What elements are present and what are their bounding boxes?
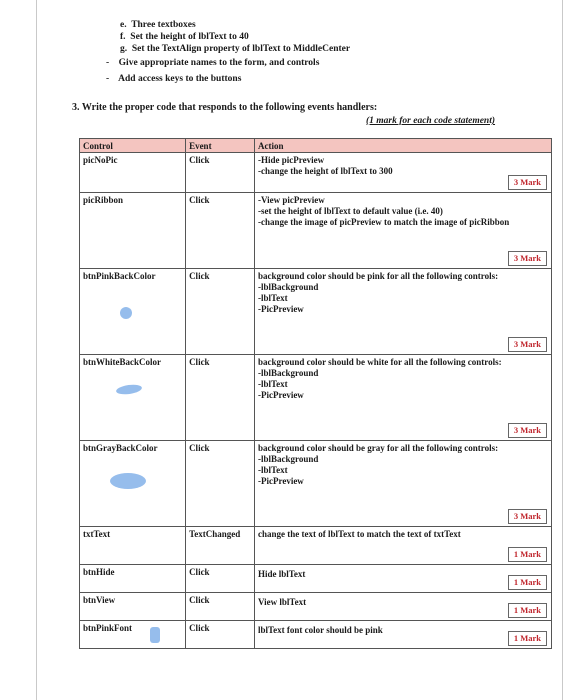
control-cell: btnHide [80,565,186,593]
blue-ink-blob [110,473,146,489]
list-text: Three textboxes [131,20,196,30]
mark-badge: 1 Mark [508,603,547,618]
control-cell [80,621,186,649]
control-cell [80,269,186,355]
table-header-row [80,139,552,153]
action-line: change the text of lblText to match the text of txtText [258,529,461,539]
action-line: -View picPreview [258,195,325,205]
list-marker: e. [120,20,127,30]
mark-badge: 1 Mark [508,631,547,646]
control-name: btnGrayBackColor [83,443,158,453]
blue-ink-blob [120,307,132,319]
event-cell: Click [186,593,255,621]
mark-badge: 3 Mark [508,175,547,190]
event-cell: Click [186,441,255,527]
control-cell: txtText [80,527,186,565]
action-line: background color should be pink for all the following controls: [258,271,499,281]
action-cell [255,269,552,355]
control-cell: picNoPic [80,153,186,193]
list-item-e [120,20,196,30]
mark-badge: 3 Mark [508,509,547,524]
action-line: -PicPreview [258,476,304,486]
page-right-edge [562,0,563,700]
list-text: Set the height of lblText to 40 [130,32,249,42]
mark-badge: 3 Mark [508,337,547,352]
action-line: -PicPreview [258,390,304,400]
list-marker: g. [120,44,128,54]
list-item-f [120,32,249,42]
table-row [80,527,552,565]
action-cell [255,527,552,565]
action-line: -lblText [258,293,288,303]
action-line: -PicPreview [258,304,304,314]
action-cell [255,355,552,441]
event-cell: Click [186,621,255,649]
action-line: View lblText [258,597,307,607]
mark-badge: 3 Mark [508,423,547,438]
list-item-access-keys [106,74,241,84]
table-row [80,565,552,593]
table-row [80,153,552,193]
action-line: lblText font color should be pink [258,625,383,635]
events-table [79,138,552,649]
control-cell: picRibbon [80,193,186,269]
event-cell: Click [186,355,255,441]
list-marker: f. [120,32,126,42]
event-cell: TextChanged [186,527,255,565]
action-line: -Hide picPreview [258,155,325,165]
action-cell [255,621,552,649]
control-name: btnPinkFont [83,623,133,633]
mark-badge: 3 Mark [508,251,547,266]
action-line: -lblBackground [258,454,319,464]
action-line: -change the image of picPreview to match the image of picRibbon [258,217,510,227]
list-item-g [120,44,350,54]
action-line: -lblText [258,465,288,475]
action-line: -lblBackground [258,368,319,378]
mark-badge: 1 Mark [508,575,547,590]
event-cell: Click [186,269,255,355]
header-control: Control [80,139,186,153]
control-name: btnPinkBackColor [83,271,156,281]
list-item-names [106,58,319,68]
action-cell [255,153,552,193]
action-cell [255,193,552,269]
header-action: Action [255,139,552,153]
blue-ink-blob [116,383,143,396]
action-line: Hide lblText [258,569,306,579]
action-cell [255,593,552,621]
event-cell: Click [186,193,255,269]
control-cell: btnView [80,593,186,621]
header-event: Event [186,139,255,153]
action-line: -change the height of lblText to 300 [258,166,393,176]
list-text: Set the TextAlign property of lblText to MiddleCenter [131,44,351,54]
list-text: Give appropriate names to the form, and controls [118,58,320,68]
list-marker: - [106,58,110,68]
action-cell [255,441,552,527]
table-row [80,355,552,441]
mark-note: (1 mark for each code statement) [366,116,496,126]
control-name: btnWhiteBackColor [83,357,162,367]
list-marker: - [106,74,110,84]
blue-ink-blob [150,627,160,643]
list-text: Add access keys to the buttons [118,74,242,84]
control-cell [80,355,186,441]
mark-badge: 1 Mark [508,547,547,562]
action-line: -lblBackground [258,282,319,292]
question-3: 3. Write the proper code that responds to the following events handlers: [72,102,378,113]
table-row [80,193,552,269]
page-left-edge [36,0,37,700]
action-line: -set the height of lblText to default value (i.e. 40) [258,206,443,216]
table-row [80,441,552,527]
table-row [80,269,552,355]
action-line: background color should be white for all the following controls: [258,357,502,367]
event-cell: Click [186,565,255,593]
action-cell [255,565,552,593]
action-line: background color should be gray for all the following controls: [258,443,499,453]
action-line: -lblText [258,379,288,389]
control-cell [80,441,186,527]
table-row [80,593,552,621]
table-row [80,621,552,649]
event-cell: Click [186,153,255,193]
